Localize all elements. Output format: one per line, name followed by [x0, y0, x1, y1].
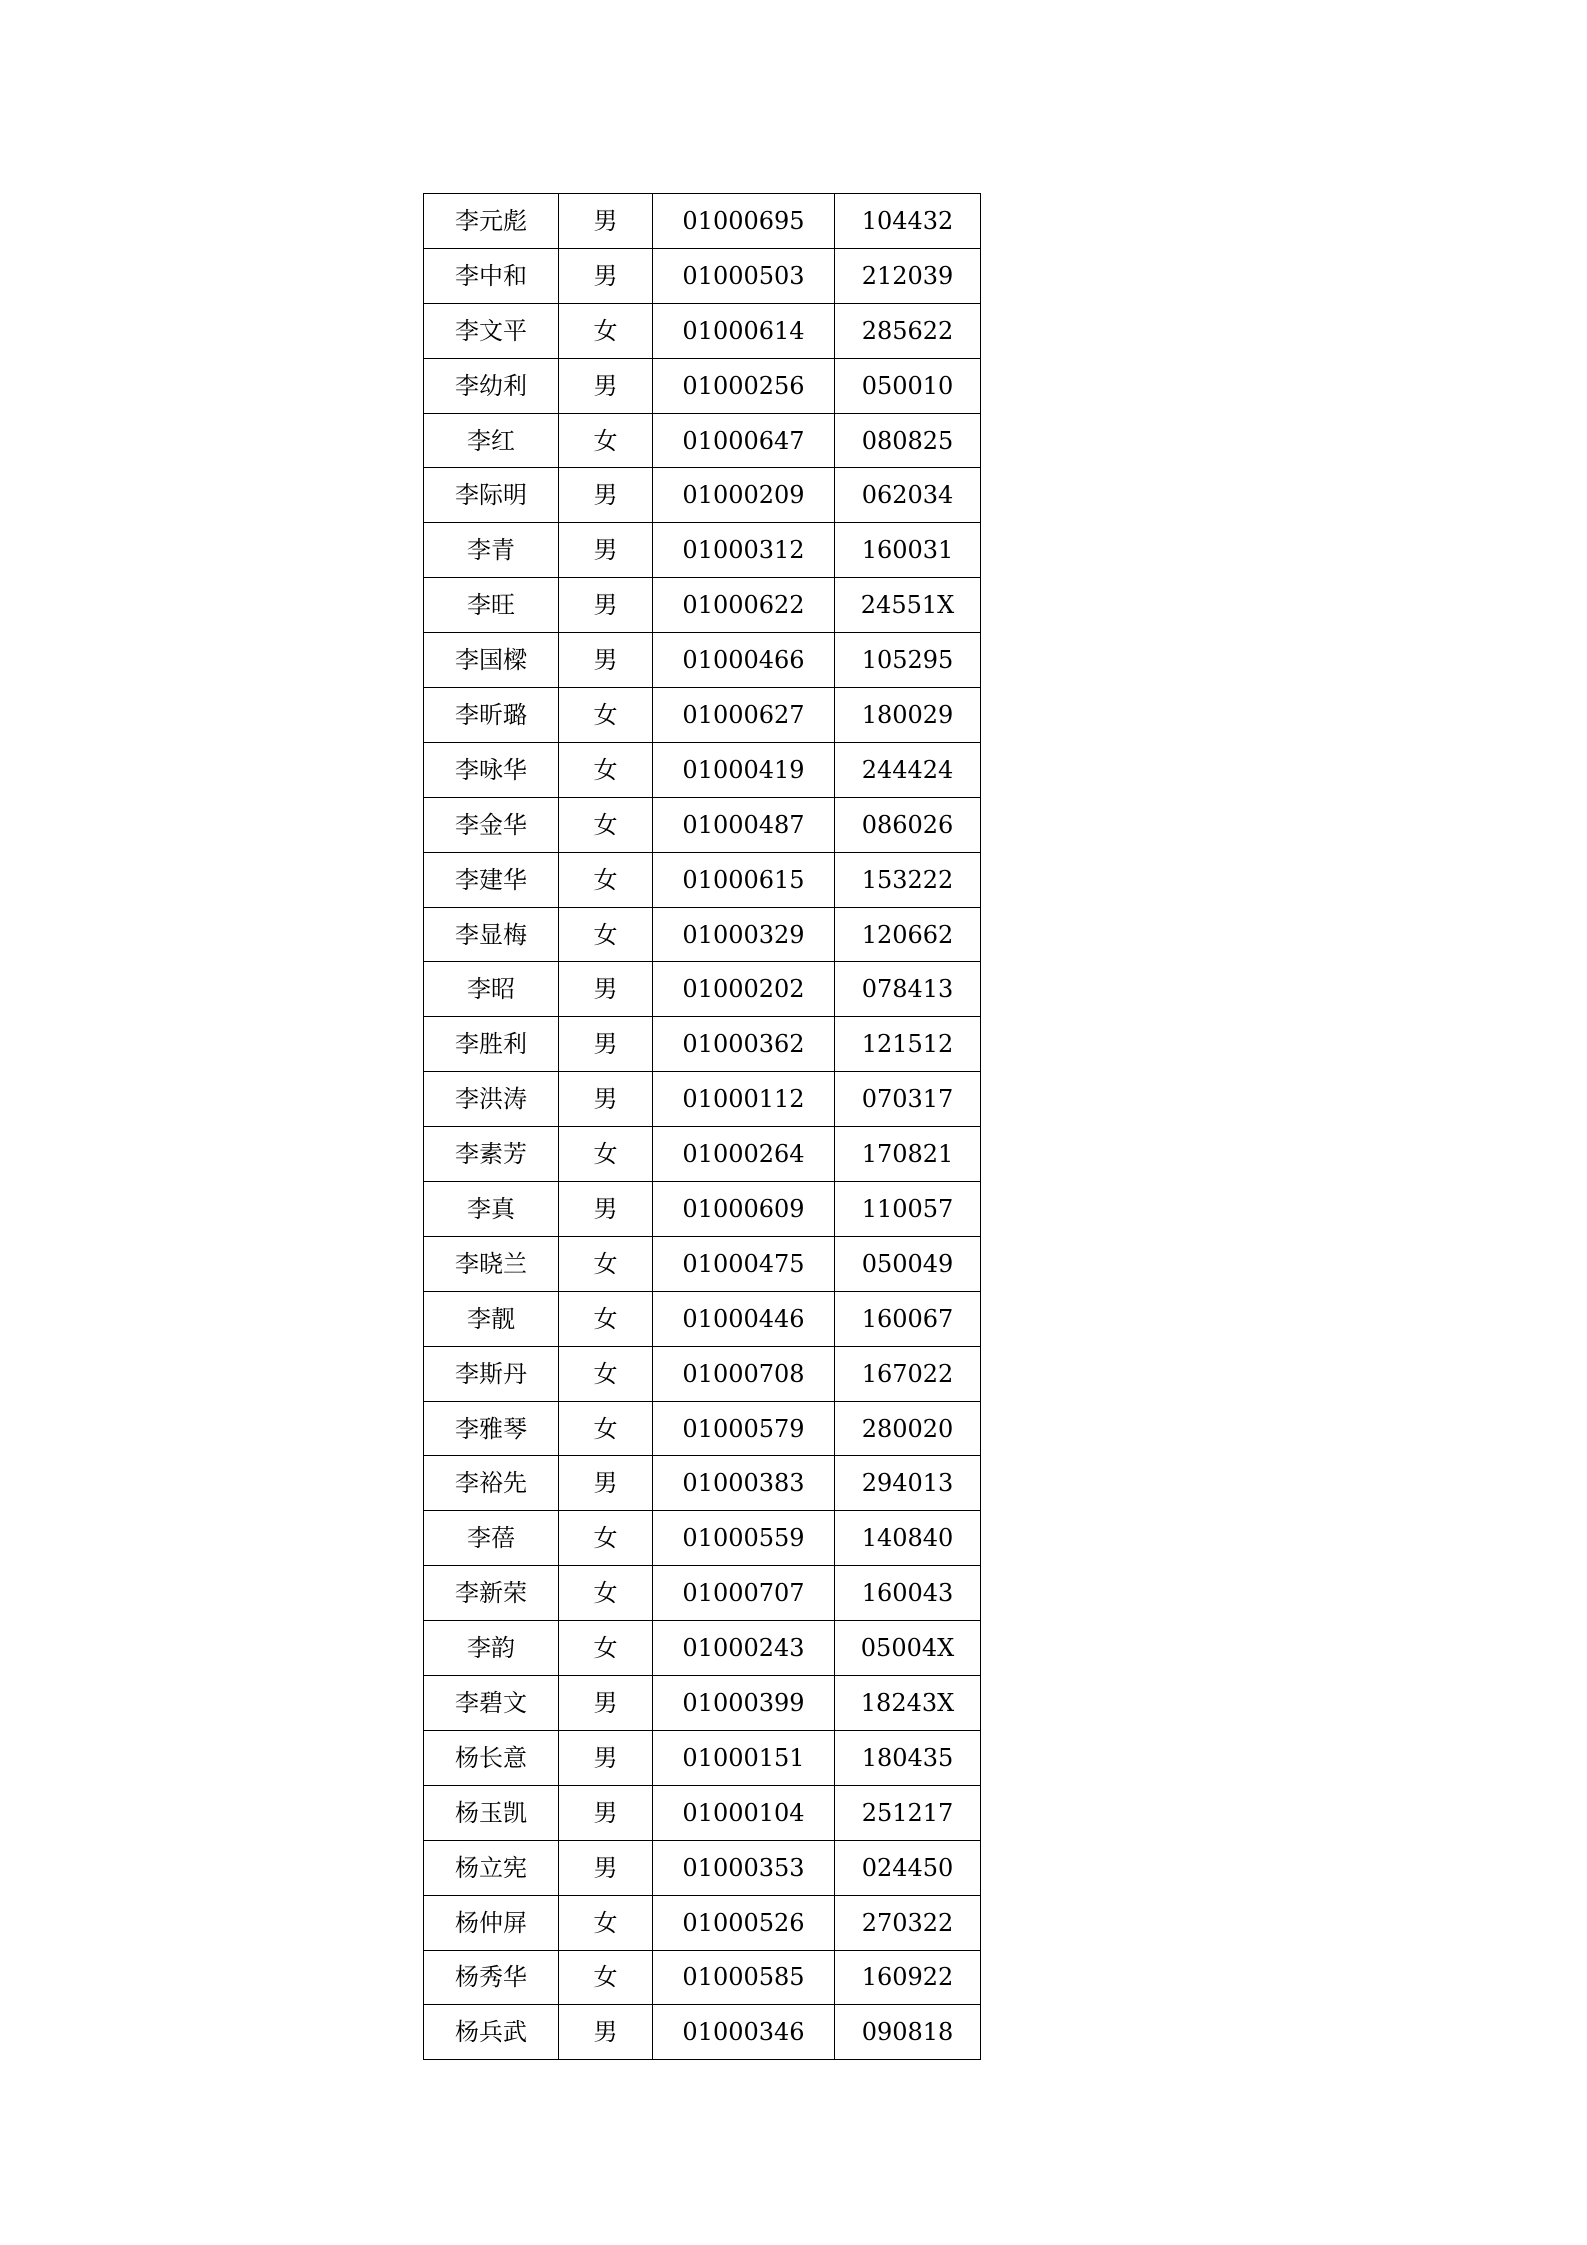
name-cell: 李蓓: [424, 1511, 559, 1566]
id-number-cell: 01000609: [653, 1182, 835, 1237]
name-cell: 李斯丹: [424, 1346, 559, 1401]
code-cell: 104432: [835, 194, 981, 249]
code-cell: 294013: [835, 1456, 981, 1511]
table-row: [424, 1401, 981, 1456]
gender-cell: 男: [559, 194, 653, 249]
table-row: [424, 1676, 981, 1731]
gender-cell: 女: [559, 1401, 653, 1456]
id-number-cell: 01000256: [653, 358, 835, 413]
code-cell: 170821: [835, 1127, 981, 1182]
gender-cell: 女: [559, 742, 653, 797]
name-cell: 杨秀华: [424, 1950, 559, 2005]
code-cell: 285622: [835, 303, 981, 358]
id-number-cell: 01000312: [653, 523, 835, 578]
table-row: [424, 1017, 981, 1072]
code-cell: 160922: [835, 1950, 981, 2005]
code-cell: 110057: [835, 1182, 981, 1237]
table-row: [424, 194, 981, 249]
table-row: [424, 1895, 981, 1950]
gender-cell: 女: [559, 413, 653, 468]
roster-table: [423, 193, 981, 2060]
gender-cell: 男: [559, 523, 653, 578]
name-cell: 杨长意: [424, 1730, 559, 1785]
gender-cell: 女: [559, 1236, 653, 1291]
table-row: [424, 2005, 981, 2060]
gender-cell: 男: [559, 962, 653, 1017]
table-row: [424, 578, 981, 633]
id-number-cell: 01000622: [653, 578, 835, 633]
table-row: [424, 1840, 981, 1895]
id-number-cell: 01000708: [653, 1346, 835, 1401]
table-row: [424, 742, 981, 797]
name-cell: 李建华: [424, 852, 559, 907]
name-cell: 李靓: [424, 1291, 559, 1346]
table-row: [424, 413, 981, 468]
id-number-cell: 01000353: [653, 1840, 835, 1895]
name-cell: 李元彪: [424, 194, 559, 249]
table-row: [424, 1236, 981, 1291]
name-cell: 李金华: [424, 797, 559, 852]
table-row: [424, 1291, 981, 1346]
table-row: [424, 1182, 981, 1237]
code-cell: 121512: [835, 1017, 981, 1072]
name-cell: 李咏华: [424, 742, 559, 797]
code-cell: 251217: [835, 1785, 981, 1840]
name-cell: 李洪涛: [424, 1072, 559, 1127]
name-cell: 杨仲屏: [424, 1895, 559, 1950]
table-row: [424, 1127, 981, 1182]
name-cell: 李晓兰: [424, 1236, 559, 1291]
code-cell: 090818: [835, 2005, 981, 2060]
gender-cell: 男: [559, 468, 653, 523]
name-cell: 李碧文: [424, 1676, 559, 1731]
id-number-cell: 01000526: [653, 1895, 835, 1950]
gender-cell: 女: [559, 1291, 653, 1346]
name-cell: 杨立宪: [424, 1840, 559, 1895]
name-cell: 李素芳: [424, 1127, 559, 1182]
name-cell: 李韵: [424, 1621, 559, 1676]
id-number-cell: 01000329: [653, 907, 835, 962]
id-number-cell: 01000264: [653, 1127, 835, 1182]
code-cell: 160031: [835, 523, 981, 578]
gender-cell: 男: [559, 1785, 653, 1840]
gender-cell: 女: [559, 1511, 653, 1566]
code-cell: 160043: [835, 1566, 981, 1621]
id-number-cell: 01000104: [653, 1785, 835, 1840]
code-cell: 160067: [835, 1291, 981, 1346]
table-row: [424, 907, 981, 962]
gender-cell: 女: [559, 1127, 653, 1182]
table-row: [424, 468, 981, 523]
code-cell: 180029: [835, 688, 981, 743]
name-cell: 李幼利: [424, 358, 559, 413]
gender-cell: 男: [559, 248, 653, 303]
name-cell: 杨玉凯: [424, 1785, 559, 1840]
table-row: [424, 1730, 981, 1785]
table-row: [424, 248, 981, 303]
table-row: [424, 1072, 981, 1127]
gender-cell: 女: [559, 688, 653, 743]
gender-cell: 女: [559, 303, 653, 358]
code-cell: 05004X: [835, 1621, 981, 1676]
name-cell: 李胜利: [424, 1017, 559, 1072]
gender-cell: 男: [559, 1182, 653, 1237]
code-cell: 280020: [835, 1401, 981, 1456]
code-cell: 18243X: [835, 1676, 981, 1731]
table-row: [424, 1621, 981, 1676]
id-number-cell: 01000243: [653, 1621, 835, 1676]
code-cell: 062034: [835, 468, 981, 523]
name-cell: 李新荣: [424, 1566, 559, 1621]
code-cell: 105295: [835, 633, 981, 688]
code-cell: 153222: [835, 852, 981, 907]
code-cell: 070317: [835, 1072, 981, 1127]
id-number-cell: 01000579: [653, 1401, 835, 1456]
id-number-cell: 01000487: [653, 797, 835, 852]
gender-cell: 女: [559, 1621, 653, 1676]
gender-cell: 男: [559, 1730, 653, 1785]
name-cell: 李昭: [424, 962, 559, 1017]
code-cell: 080825: [835, 413, 981, 468]
gender-cell: 男: [559, 358, 653, 413]
id-number-cell: 01000399: [653, 1676, 835, 1731]
table-row: [424, 1950, 981, 2005]
id-number-cell: 01000151: [653, 1730, 835, 1785]
code-cell: 140840: [835, 1511, 981, 1566]
gender-cell: 男: [559, 578, 653, 633]
id-number-cell: 01000585: [653, 1950, 835, 2005]
gender-cell: 女: [559, 1346, 653, 1401]
code-cell: 050010: [835, 358, 981, 413]
gender-cell: 女: [559, 852, 653, 907]
id-number-cell: 01000647: [653, 413, 835, 468]
name-cell: 李国樑: [424, 633, 559, 688]
table-row: [424, 303, 981, 358]
id-number-cell: 01000615: [653, 852, 835, 907]
table-row: [424, 1456, 981, 1511]
gender-cell: 女: [559, 1950, 653, 2005]
table-row: [424, 1785, 981, 1840]
code-cell: 050049: [835, 1236, 981, 1291]
name-cell: 李红: [424, 413, 559, 468]
name-cell: 李际明: [424, 468, 559, 523]
code-cell: 120662: [835, 907, 981, 962]
name-cell: 李雅琴: [424, 1401, 559, 1456]
code-cell: 024450: [835, 1840, 981, 1895]
gender-cell: 女: [559, 797, 653, 852]
gender-cell: 男: [559, 1676, 653, 1731]
id-number-cell: 01000475: [653, 1236, 835, 1291]
id-number-cell: 01000466: [653, 633, 835, 688]
code-cell: 167022: [835, 1346, 981, 1401]
name-cell: 杨兵武: [424, 2005, 559, 2060]
id-number-cell: 01000383: [653, 1456, 835, 1511]
table-row: [424, 633, 981, 688]
table-row: [424, 1511, 981, 1566]
gender-cell: 女: [559, 1895, 653, 1950]
code-cell: 086026: [835, 797, 981, 852]
table-row: [424, 852, 981, 907]
code-cell: 180435: [835, 1730, 981, 1785]
id-number-cell: 01000627: [653, 688, 835, 743]
gender-cell: 女: [559, 1566, 653, 1621]
name-cell: 李裕先: [424, 1456, 559, 1511]
id-number-cell: 01000346: [653, 2005, 835, 2060]
code-cell: 244424: [835, 742, 981, 797]
gender-cell: 男: [559, 633, 653, 688]
gender-cell: 男: [559, 2005, 653, 2060]
id-number-cell: 01000503: [653, 248, 835, 303]
gender-cell: 男: [559, 1840, 653, 1895]
name-cell: 李旺: [424, 578, 559, 633]
table-row: [424, 1566, 981, 1621]
table-row: [424, 797, 981, 852]
name-cell: 李昕璐: [424, 688, 559, 743]
name-cell: 李中和: [424, 248, 559, 303]
id-number-cell: 01000614: [653, 303, 835, 358]
name-cell: 李文平: [424, 303, 559, 358]
gender-cell: 男: [559, 1072, 653, 1127]
id-number-cell: 01000112: [653, 1072, 835, 1127]
id-number-cell: 01000695: [653, 194, 835, 249]
id-number-cell: 01000202: [653, 962, 835, 1017]
table-row: [424, 1346, 981, 1401]
id-number-cell: 01000707: [653, 1566, 835, 1621]
name-cell: 李青: [424, 523, 559, 578]
table-row: [424, 688, 981, 743]
name-cell: 李真: [424, 1182, 559, 1237]
roster-table-body: [424, 194, 981, 2060]
table-row: [424, 962, 981, 1017]
id-number-cell: 01000362: [653, 1017, 835, 1072]
id-number-cell: 01000419: [653, 742, 835, 797]
id-number-cell: 01000209: [653, 468, 835, 523]
gender-cell: 男: [559, 1456, 653, 1511]
gender-cell: 男: [559, 1017, 653, 1072]
code-cell: 078413: [835, 962, 981, 1017]
id-number-cell: 01000559: [653, 1511, 835, 1566]
id-number-cell: 01000446: [653, 1291, 835, 1346]
code-cell: 24551X: [835, 578, 981, 633]
code-cell: 270322: [835, 1895, 981, 1950]
table-row: [424, 523, 981, 578]
table-row: [424, 358, 981, 413]
gender-cell: 女: [559, 907, 653, 962]
code-cell: 212039: [835, 248, 981, 303]
name-cell: 李显梅: [424, 907, 559, 962]
